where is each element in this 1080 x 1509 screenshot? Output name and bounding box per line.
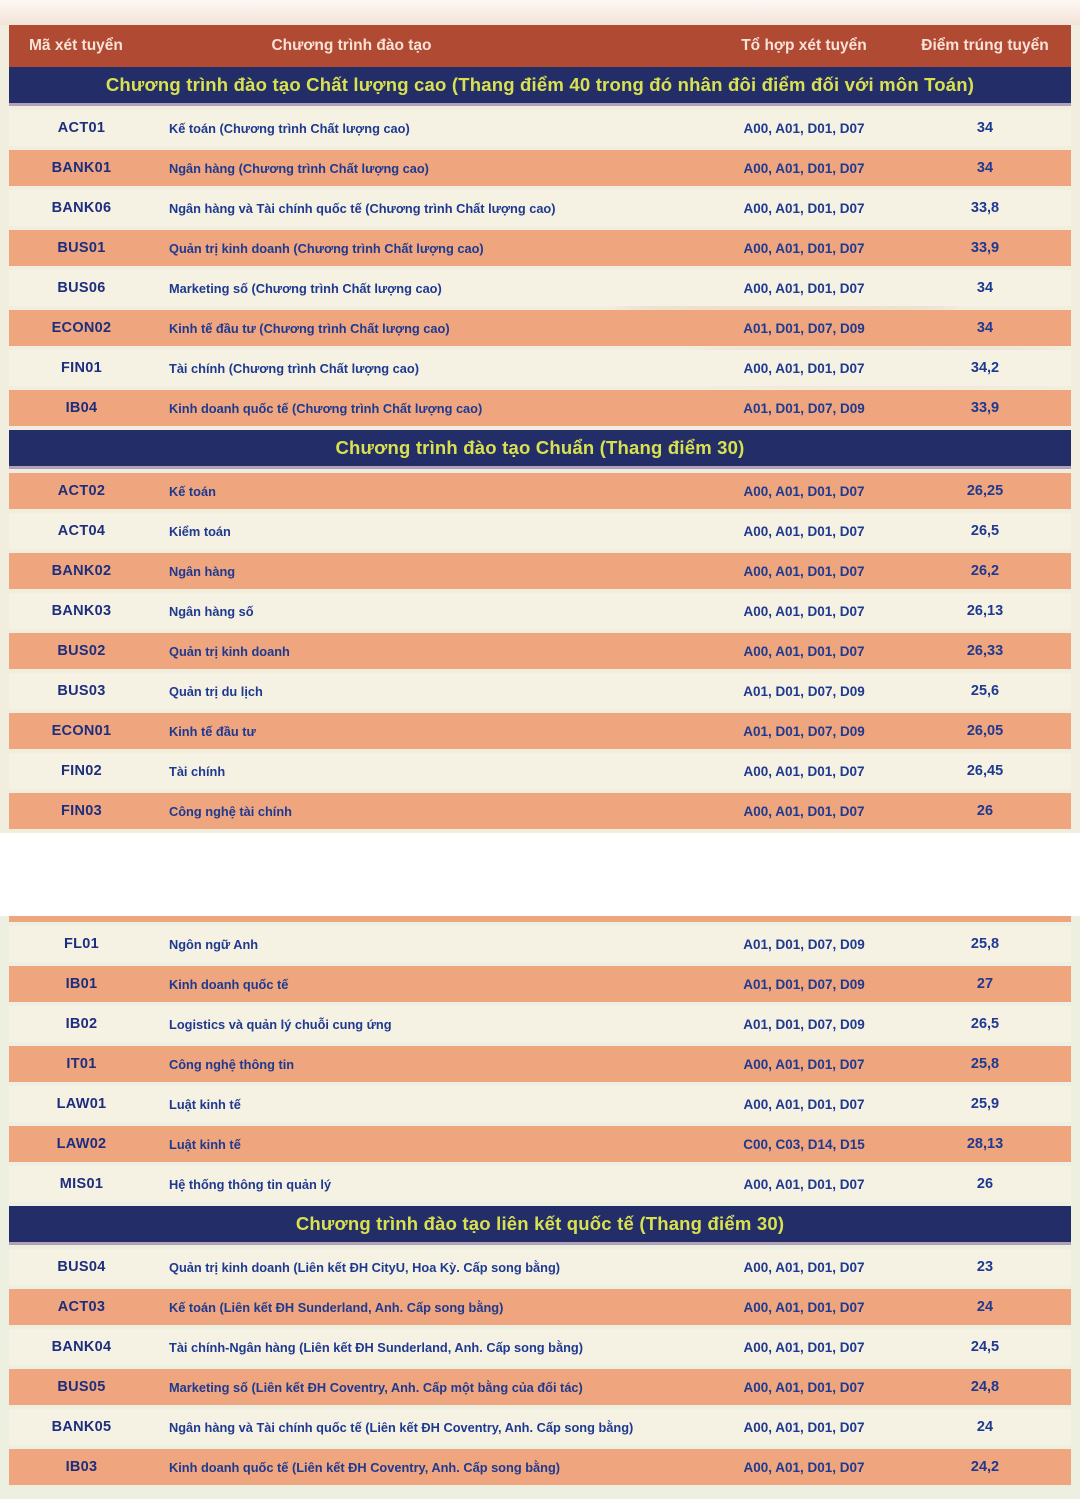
row-code: FL01: [63, 936, 100, 952]
row-program: Kế toán (Liên kết ĐH Sunderland, Anh. Cấp song bằng): [169, 1299, 504, 1315]
row-score: 27: [976, 976, 994, 992]
row-program: Kinh tế đầu tư (Chương trình Chất lượng cao): [169, 320, 450, 336]
row-combos: A00, A01, D01, D07: [743, 523, 865, 539]
table-row: [9, 553, 1071, 589]
score-table-panel-top: [9, 25, 1071, 833]
row-code: BANK03: [51, 603, 112, 619]
table-row: [9, 1289, 1071, 1325]
row-program: Hệ thống thông tin quản lý: [169, 1176, 332, 1192]
row-combos: A00, A01, D01, D07: [743, 360, 865, 376]
section-header: [9, 67, 1071, 106]
row-program: Kinh doanh quốc tế (Chương trình Chất lượng cao): [169, 400, 483, 416]
row-code: IB03: [65, 1459, 98, 1475]
panel-gap: [0, 833, 1080, 916]
row-code: BUS05: [57, 1379, 106, 1395]
row-score: 34: [976, 160, 994, 176]
row-code: MIS01: [59, 1176, 104, 1192]
table-row: [9, 1126, 1071, 1162]
row-combos: A00, A01, D01, D07: [743, 483, 865, 499]
row-combos: A01, D01, D07, D09: [743, 1016, 865, 1032]
row-combos: A00, A01, D01, D07: [743, 160, 865, 176]
row-score: 26,45: [966, 763, 1004, 779]
row-program: Ngân hàng (Chương trình Chất lượng cao): [169, 160, 429, 176]
row-continuation-strip: [9, 916, 1071, 922]
row-score: 34: [976, 320, 994, 336]
row-score: 24,5: [970, 1339, 1000, 1355]
row-combos: A00, A01, D01, D07: [743, 200, 865, 216]
panel-top-body: [9, 67, 1071, 829]
score-table-panel-bottom: [9, 916, 1071, 1489]
row-program: Kinh tế đầu tư: [169, 723, 256, 739]
table-row: [9, 713, 1071, 749]
section-title: Chương trình đào tạo Chuẩn (Thang điểm 30): [335, 437, 745, 458]
row-code: ECON01: [51, 723, 112, 739]
section-header: [9, 1206, 1071, 1245]
table-row: [9, 1086, 1071, 1122]
row-combos: A01, D01, D07, D09: [743, 320, 865, 336]
table-row: [9, 673, 1071, 709]
row-score: 23: [976, 1259, 994, 1275]
row-score: 33,9: [970, 240, 1000, 256]
row-score: 25,6: [970, 683, 1000, 699]
row-combos: A00, A01, D01, D07: [743, 1379, 865, 1395]
row-combos: A00, A01, D01, D07: [743, 1056, 865, 1072]
row-code: FIN01: [61, 360, 102, 376]
row-combos: A00, A01, D01, D07: [743, 1419, 865, 1435]
row-score: 24: [976, 1299, 994, 1315]
row-code: BANK05: [51, 1419, 112, 1435]
table-row: [9, 230, 1071, 266]
section-header: [9, 430, 1071, 469]
table-row: [9, 390, 1071, 426]
row-code: IB01: [65, 976, 98, 992]
row-program: Tài chính (Chương trình Chất lượng cao): [169, 360, 419, 376]
table-row: [9, 350, 1071, 386]
row-combos: A01, D01, D07, D09: [743, 723, 865, 739]
row-code: BUS01: [57, 240, 106, 256]
row-program: Luật kinh tế: [169, 1136, 241, 1152]
row-program: Luật kinh tế: [169, 1096, 241, 1112]
row-score: 34: [976, 280, 994, 296]
table-row: [9, 1046, 1071, 1082]
row-program: Ngân hàng: [169, 563, 236, 579]
table-row: [9, 753, 1071, 789]
row-program: Ngân hàng và Tài chính quốc tế (Chương trình Chất lượng cao): [169, 200, 556, 216]
row-code: BUS02: [57, 643, 106, 659]
panel-bottom-body: [9, 926, 1071, 1485]
table-row: [9, 593, 1071, 629]
row-program: Kế toán (Chương trình Chất lượng cao): [169, 120, 410, 136]
table-row: [9, 110, 1071, 146]
row-combos: A00, A01, D01, D07: [743, 120, 865, 136]
row-code: BANK02: [51, 563, 112, 579]
row-program: Công nghệ tài chính: [169, 803, 292, 819]
row-code: ACT04: [57, 523, 106, 539]
row-program: Tài chính: [169, 763, 226, 779]
table-row: [9, 1006, 1071, 1042]
row-program: Kinh doanh quốc tế (Liên kết ĐH Coventry, Anh. Cấp song bằng): [169, 1459, 561, 1475]
row-combos: A01, D01, D07, D09: [743, 936, 865, 952]
table-row: [9, 513, 1071, 549]
table-row: [9, 926, 1071, 962]
row-code: BUS06: [57, 280, 106, 296]
row-combos: A00, A01, D01, D07: [743, 1459, 865, 1475]
row-program: Quản trị du lịch: [169, 683, 263, 699]
row-combos: A00, A01, D01, D07: [743, 1176, 865, 1192]
row-combos: A00, A01, D01, D07: [743, 240, 865, 256]
row-combos: A00, A01, D01, D07: [743, 1259, 865, 1275]
row-score: 26,2: [970, 563, 1000, 579]
row-combos: A00, A01, D01, D07: [743, 643, 865, 659]
bottom-strip: [0, 1499, 1080, 1509]
row-code: BANK06: [51, 200, 112, 216]
row-code: ACT01: [57, 120, 106, 136]
row-code: ACT02: [57, 483, 106, 499]
row-score: 26,05: [966, 723, 1004, 739]
table-row: [9, 1449, 1071, 1485]
table-row: [9, 1369, 1071, 1405]
row-score: 33,9: [970, 400, 1000, 416]
row-score: 33,8: [970, 200, 1000, 216]
row-score: 26: [976, 1176, 994, 1192]
table-row: [9, 1409, 1071, 1445]
row-code: BANK04: [51, 1339, 112, 1355]
column-header-combos: Tổ hợp xét tuyển: [741, 37, 867, 54]
row-program: Marketing số (Chương trình Chất lượng cao): [169, 280, 442, 296]
row-combos: A00, A01, D01, D07: [743, 280, 865, 296]
row-combos: A00, A01, D01, D07: [743, 763, 865, 779]
row-code: IB02: [65, 1016, 98, 1032]
row-code: ACT03: [57, 1299, 106, 1315]
top-strip: [0, 0, 1080, 25]
row-program: Ngôn ngữ Anh: [169, 936, 259, 952]
row-score: 26,33: [966, 643, 1004, 659]
section-title: Chương trình đào tạo Chất lượng cao (Thang điểm 40 trong đó nhân đôi điểm đối với môn Toán): [105, 74, 975, 95]
table-row: [9, 1249, 1071, 1285]
row-code: LAW02: [56, 1136, 107, 1152]
row-score: 25,8: [970, 1056, 1000, 1072]
row-program: Kinh doanh quốc tế: [169, 976, 289, 992]
row-program: Ngân hàng số: [169, 603, 254, 619]
row-code: ECON02: [51, 320, 112, 336]
row-score: 25,9: [970, 1096, 1000, 1112]
row-program: Kế toán: [169, 483, 216, 499]
table-row: [9, 966, 1071, 1002]
row-score: 26,13: [966, 603, 1004, 619]
row-program: Công nghệ thông tin: [169, 1056, 295, 1072]
row-program: Tài chính-Ngân hàng (Liên kết ĐH Sunderland, Anh. Cấp song bằng): [169, 1339, 584, 1355]
row-score: 28,13: [966, 1136, 1004, 1152]
column-header-score: Điểm trúng tuyển: [921, 37, 1049, 54]
row-program: Quản trị kinh doanh: [169, 643, 290, 659]
row-combos: A01, D01, D07, D09: [743, 400, 865, 416]
row-combos: A00, A01, D01, D07: [743, 1339, 865, 1355]
table-row: [9, 310, 1071, 346]
row-code: FIN03: [61, 803, 102, 819]
row-code: BUS04: [57, 1259, 106, 1275]
row-program: Ngân hàng và Tài chính quốc tế (Liên kết ĐH Coventry, Anh. Cấp song bằng): [169, 1419, 634, 1435]
row-code: BUS03: [57, 683, 106, 699]
table-row: [9, 473, 1071, 509]
table-row: [9, 190, 1071, 226]
row-score: 24: [976, 1419, 994, 1435]
row-score: 24,8: [970, 1379, 1000, 1395]
table-row: [9, 1329, 1071, 1365]
column-header-code: Mã xét tuyển: [29, 37, 123, 54]
row-combos: C00, C03, D14, D15: [743, 1136, 865, 1152]
section-title: Chương trình đào tạo liên kết quốc tế (Thang điểm 30): [295, 1213, 785, 1234]
row-combos: A00, A01, D01, D07: [743, 603, 865, 619]
row-score: 26: [976, 803, 994, 819]
row-score: 26,25: [966, 483, 1004, 499]
table-row: [9, 150, 1071, 186]
row-code: IT01: [66, 1056, 97, 1072]
row-combos: A00, A01, D01, D07: [743, 563, 865, 579]
row-code: FIN02: [61, 763, 102, 779]
row-program: Quản trị kinh doanh (Chương trình Chất lượng cao): [169, 240, 484, 256]
row-score: 34,2: [970, 360, 1000, 376]
row-combos: A00, A01, D01, D07: [743, 1096, 865, 1112]
table-row: [9, 633, 1071, 669]
row-combos: A01, D01, D07, D09: [743, 976, 865, 992]
row-score: 26,5: [970, 1016, 1000, 1032]
table-row: [9, 1166, 1071, 1202]
table-column-header-row: [9, 25, 1071, 67]
row-program: Marketing số (Liên kết ĐH Coventry, Anh. Cấp một bằng của đối tác): [169, 1379, 583, 1395]
row-score: 24,2: [970, 1459, 1000, 1475]
row-combos: A01, D01, D07, D09: [743, 683, 865, 699]
row-score: 25,8: [970, 936, 1000, 952]
row-program: Kiểm toán: [169, 523, 231, 539]
row-combos: A00, A01, D01, D07: [743, 803, 865, 819]
row-code: LAW01: [56, 1096, 107, 1112]
row-score: 34: [976, 120, 994, 136]
row-program: Quản trị kinh doanh (Liên kết ĐH CityU, Hoa Kỳ. Cấp song bằng): [169, 1259, 561, 1275]
row-combos: A00, A01, D01, D07: [743, 1299, 865, 1315]
table-row: [9, 793, 1071, 829]
row-score: 26,5: [970, 523, 1000, 539]
row-code: IB04: [65, 400, 98, 416]
row-code: BANK01: [51, 160, 112, 176]
row-program: Logistics và quản lý chuỗi cung ứng: [169, 1016, 392, 1032]
column-header-program: Chương trình đào tạo: [271, 37, 432, 54]
table-row: [9, 270, 1071, 306]
